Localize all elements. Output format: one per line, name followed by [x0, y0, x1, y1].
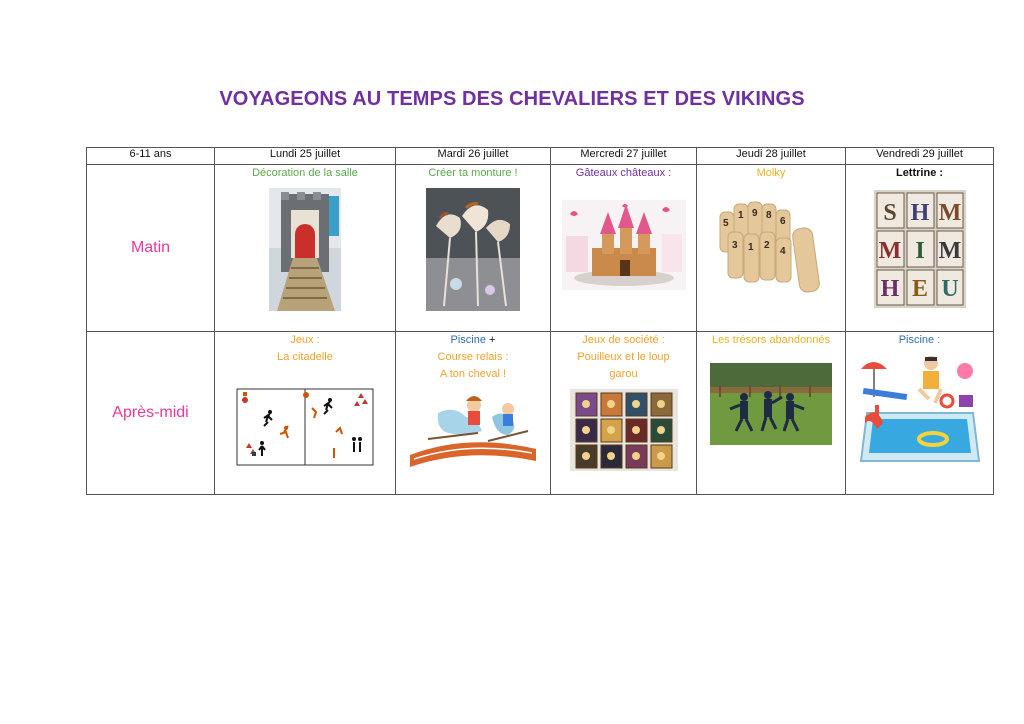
afternoon-friday-cell [846, 332, 994, 495]
illuminated-letters-photo [874, 190, 966, 308]
hall-decoration-photo [269, 188, 341, 311]
afternoon-monday-cell [215, 332, 396, 495]
hobby-horse-craft-photo [426, 188, 520, 311]
horse-relay-illustration [408, 389, 538, 469]
afternoon-wednesday-cell [551, 332, 697, 495]
day-header-wednesday: Mercredi 27 juillet [551, 148, 697, 165]
castle-cake-photo [562, 200, 686, 290]
svg-text:E: E [911, 276, 928, 302]
activity-schedule-table [86, 147, 994, 495]
activity-title-line [396, 332, 550, 349]
svg-text:M: M [938, 200, 961, 226]
day-header-friday: Vendredi 29 juillet [846, 148, 994, 165]
age-group-header: 6-11 ans [87, 148, 215, 165]
activity-title: Piscine : [898, 334, 941, 346]
activity-title: Les trésors abandonnés [711, 334, 831, 346]
activity-subtitle: A ton cheval ! [439, 368, 507, 380]
citadelle-game-diagram [236, 388, 374, 466]
morning-friday-cell [846, 165, 994, 332]
morning-label: Matin [87, 165, 215, 332]
molky-game-photo [716, 198, 826, 294]
activity-subtitle: Course relais : [437, 351, 509, 363]
morning-row [87, 165, 994, 332]
afternoon-label: Après-midi [87, 332, 215, 495]
morning-wednesday-cell [551, 165, 697, 332]
svg-text:S: S [882, 200, 897, 226]
treasure-hunt-photo [710, 363, 832, 445]
day-header-tuesday: Mardi 26 juillet [396, 148, 551, 165]
svg-text:I: I [914, 238, 925, 264]
activity-title: Décoration de la salle [252, 167, 358, 179]
svg-text:1: 1 [738, 210, 744, 221]
activity-title: Piscine [450, 334, 486, 346]
svg-text:M: M [878, 238, 901, 264]
morning-tuesday-cell [396, 165, 551, 332]
morning-thursday-cell [697, 165, 846, 332]
day-header-thursday: Jeudi 28 juillet [697, 148, 846, 165]
header-row [87, 148, 994, 165]
svg-text:H: H [880, 276, 899, 302]
svg-text:5: 5 [723, 218, 729, 229]
svg-text:3: 3 [732, 240, 738, 251]
activity-title: Gâteaux châteaux : [575, 167, 672, 179]
activity-title: Créer ta monture ! [428, 167, 518, 179]
svg-text:M: M [938, 238, 961, 264]
svg-text:9: 9 [752, 208, 758, 219]
activity-title: Jeux : [290, 334, 320, 346]
activity-title: Molky [756, 167, 786, 179]
activity-plus-sign: + [485, 334, 496, 346]
swimming-pool-illustration [859, 353, 981, 465]
activity-subtitle: Pouilleux et le loup [577, 351, 670, 363]
morning-monday-cell [215, 165, 396, 332]
activity-title: Lettrine : [895, 167, 944, 179]
activity-subtitle: garou [609, 368, 638, 380]
svg-text:8: 8 [766, 210, 772, 221]
afternoon-tuesday-cell [396, 332, 551, 495]
page-title: VOYAGEONS AU TEMPS DES CHEVALIERS ET DES VIKINGS [219, 88, 805, 110]
svg-text:1: 1 [748, 242, 754, 253]
svg-text:U: U [940, 276, 959, 302]
werewolf-card-game-photo [570, 389, 678, 471]
svg-text:6: 6 [780, 216, 786, 227]
afternoon-thursday-cell [697, 332, 846, 495]
afternoon-row [87, 332, 994, 495]
activity-title: Jeux de société : [582, 334, 665, 346]
svg-text:4: 4 [780, 246, 786, 257]
day-header-monday: Lundi 25 juillet [215, 148, 396, 165]
svg-text:2: 2 [764, 240, 770, 251]
activity-subtitle: La citadelle [277, 351, 333, 363]
svg-text:H: H [910, 200, 929, 226]
